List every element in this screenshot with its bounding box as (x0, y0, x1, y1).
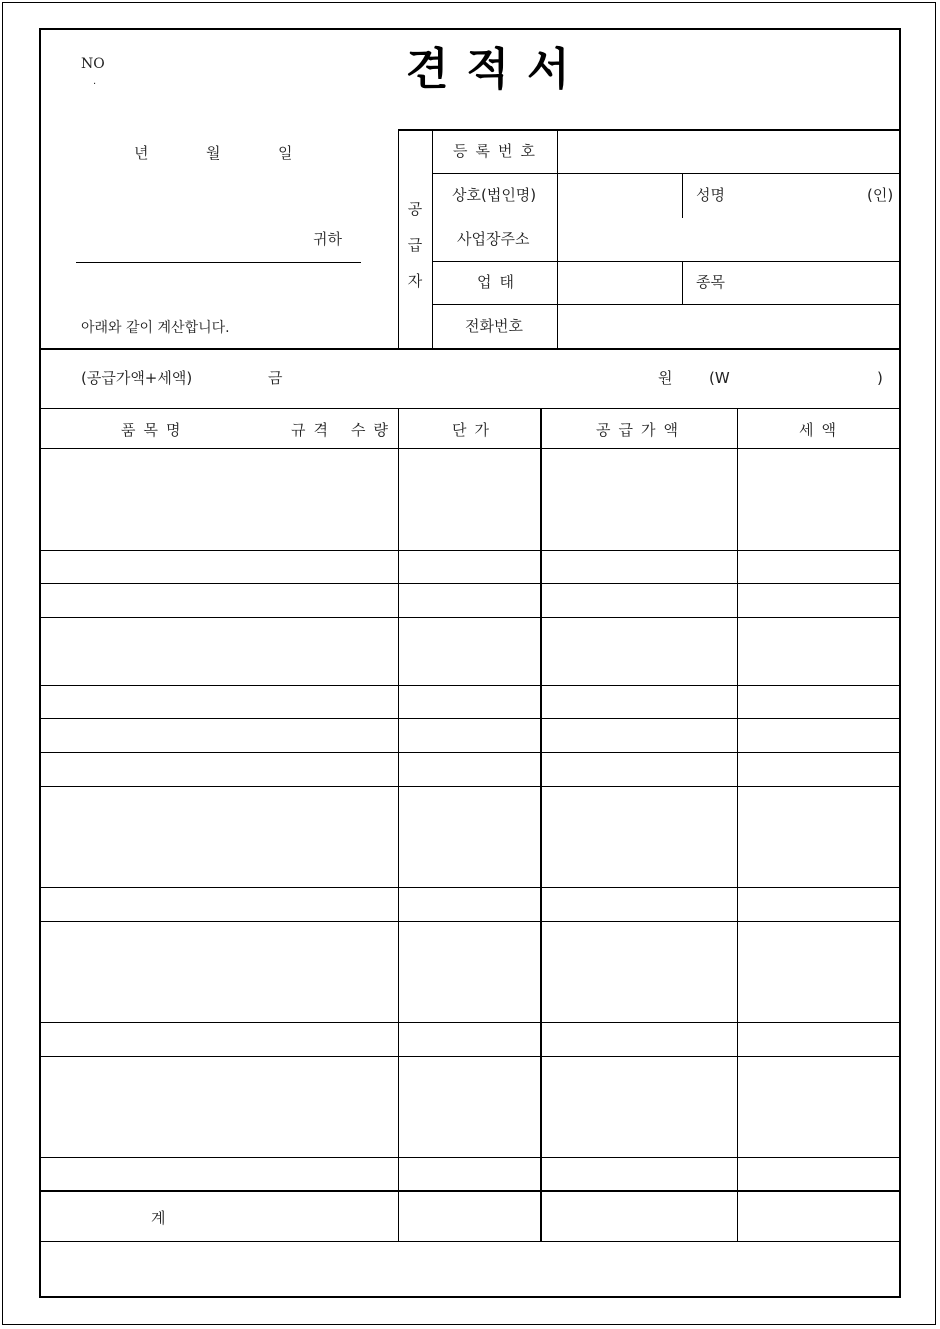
supplier-label-divider (432, 129, 433, 349)
table-row-line (41, 617, 901, 618)
name-cell-divider (682, 173, 683, 218)
table-top-line (41, 408, 901, 409)
table-row-line (41, 1056, 901, 1057)
supplier-value-divider (557, 129, 558, 349)
estimate-form (39, 28, 901, 1298)
company-label: 상호(법인명) (452, 186, 537, 204)
page-title: 견적서 (406, 44, 588, 95)
supplier-row-line (432, 261, 901, 262)
supplier-row-line (432, 173, 901, 174)
header-unit-price: 단가 (452, 421, 497, 439)
table-row-line (41, 887, 901, 888)
header-spec: 규격 (291, 421, 336, 439)
total-suffix: 원 (658, 369, 673, 387)
no-dot: · (93, 79, 97, 90)
supplier-top-line (398, 129, 901, 131)
phone-label: 전화번호 (465, 317, 523, 335)
total-top-line (41, 348, 901, 350)
recipient-underline (76, 262, 361, 263)
seal-label: (인) (867, 186, 894, 204)
table-row-line (41, 752, 901, 753)
supplier-char: 공 (407, 200, 423, 218)
col-divider-3 (737, 408, 738, 1242)
no-label: NO (81, 56, 105, 72)
item-cell-divider (682, 261, 683, 304)
won-label: (W (709, 369, 730, 387)
sum-top-line (41, 1190, 901, 1192)
header-item: 품목명 (121, 421, 189, 439)
date-day-label: 일 (278, 144, 293, 162)
total-label: (공급가액+세액) (81, 369, 193, 387)
supplier-row-line (432, 304, 901, 305)
remarks-area[interactable] (41, 1242, 901, 1298)
table-row-line (41, 1022, 901, 1023)
business-item-label: 종목 (696, 273, 725, 291)
table-row-line (41, 448, 901, 449)
supplier-char: 자 (407, 272, 423, 290)
date-year-label: 년 (134, 144, 149, 162)
header-qty: 수량 (351, 421, 396, 439)
supplier-left-line (398, 129, 399, 349)
date-month-label: 월 (206, 144, 221, 162)
table-row-line (41, 685, 901, 686)
recipient-suffix: 귀하 (313, 230, 342, 248)
table-row-line (41, 718, 901, 719)
table-row-line (41, 786, 901, 787)
address-label: 사업장주소 (457, 230, 530, 248)
table-row-line (41, 583, 901, 584)
sum-label: 계 (151, 1209, 166, 1227)
won-close: ) (877, 369, 883, 387)
col-divider-1 (398, 408, 399, 1242)
col-divider-2 (540, 408, 542, 1242)
business-type-label: 업태 (477, 273, 522, 291)
header-supply-amount: 공급가액 (596, 421, 686, 439)
closing-text: 아래와 같이 계산합니다. (81, 320, 230, 336)
supplier-vertical-label (405, 202, 425, 310)
table-row-line (41, 1157, 901, 1158)
header-tax: 세액 (799, 421, 844, 439)
name-label: 성명 (696, 186, 725, 204)
supplier-char: 급 (407, 236, 423, 254)
table-row-line (41, 550, 901, 551)
table-row-line (41, 921, 901, 922)
total-prefix: 금 (268, 369, 283, 387)
reg-no-label: 등록번호 (453, 142, 543, 160)
